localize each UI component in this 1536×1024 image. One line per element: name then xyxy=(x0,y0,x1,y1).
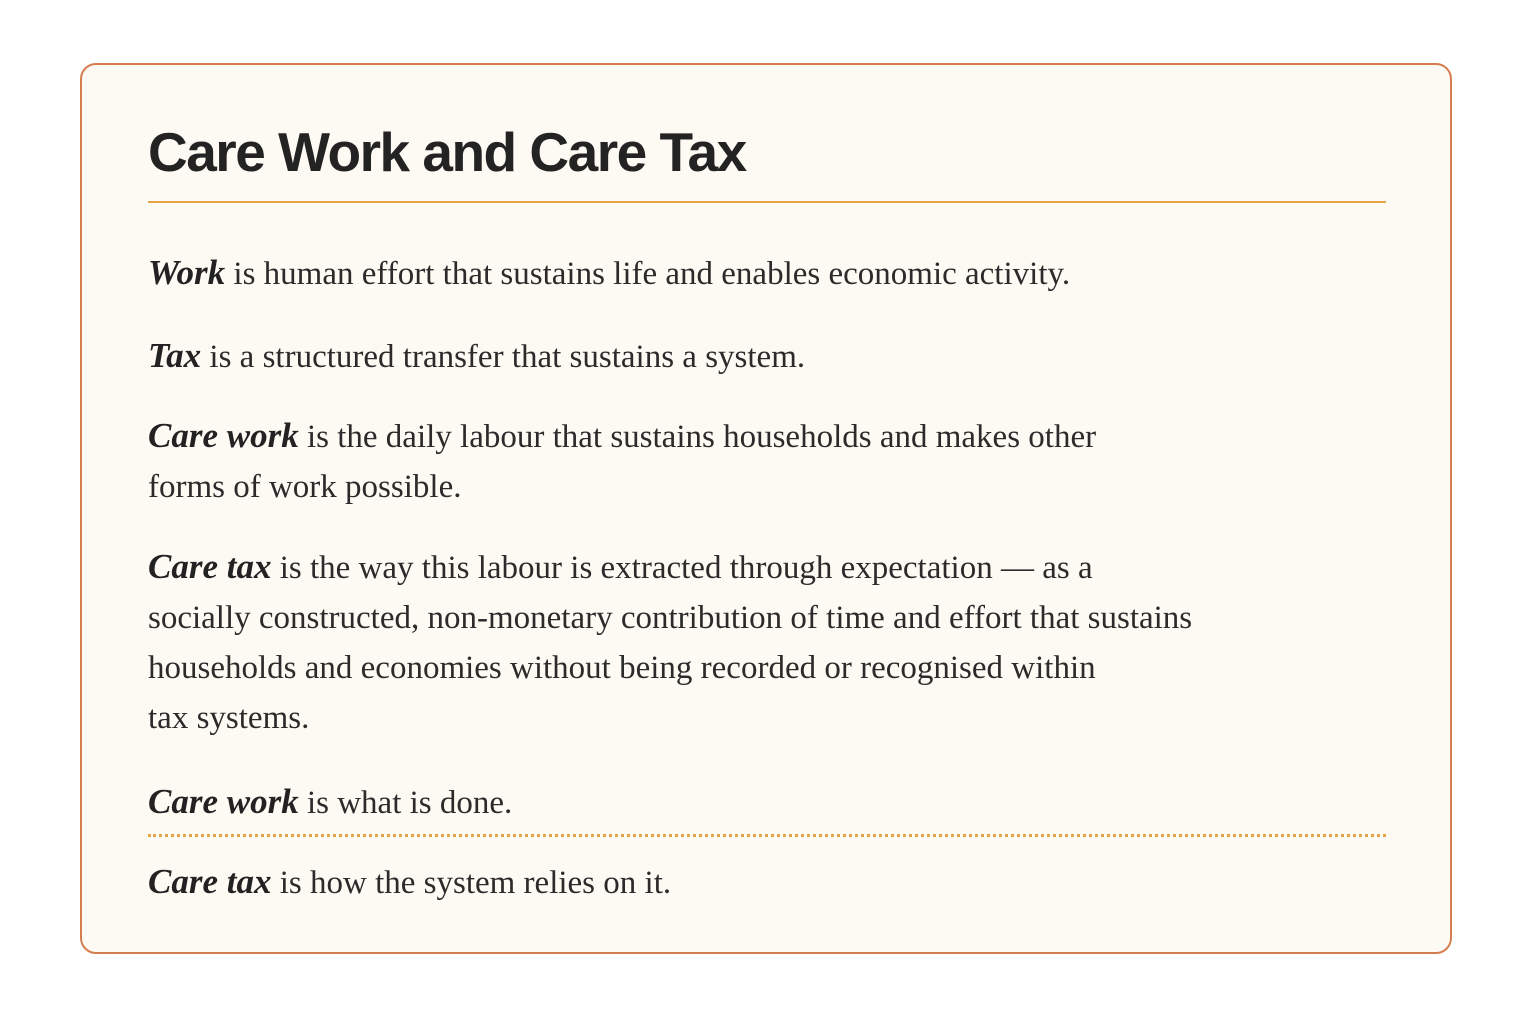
definition-text: is human effort that sustains life and enables economic activity. xyxy=(225,256,1071,292)
summary-term-care-tax: Care tax xyxy=(148,862,272,901)
definition-text: is the way this labour is extracted through expectation — as a xyxy=(271,550,1093,586)
definition-text: households and economies without being recorded or recognised within xyxy=(148,650,1096,686)
definition-care-work xyxy=(148,411,1096,512)
definition-card xyxy=(80,63,1452,954)
summary-text: is what is done. xyxy=(298,785,513,821)
summary-care-tax xyxy=(148,857,671,908)
summary-term-care-work: Care work xyxy=(148,782,299,821)
title-underline xyxy=(148,201,1386,203)
definition-text: forms of work possible. xyxy=(148,469,462,505)
definition-work xyxy=(148,248,1070,299)
card-title: Care Work and Care Tax xyxy=(148,121,746,183)
definition-text: is a structured transfer that sustains a system. xyxy=(201,339,806,375)
definition-text: tax systems. xyxy=(148,700,310,736)
definition-text: is the daily labour that sustains households and makes other xyxy=(298,419,1097,455)
term-care-work: Care work xyxy=(148,416,299,455)
term-tax: Tax xyxy=(148,336,202,375)
definition-tax xyxy=(148,331,805,382)
summary-text: is how the system relies on it. xyxy=(271,865,672,901)
summary-care-work xyxy=(148,777,512,828)
term-work: Work xyxy=(148,253,226,292)
dotted-divider xyxy=(148,834,1386,837)
definition-care-tax xyxy=(148,542,1192,743)
term-care-tax: Care tax xyxy=(148,547,272,586)
definition-text: socially constructed, non-monetary contribution of time and effort that sustains xyxy=(148,600,1193,636)
